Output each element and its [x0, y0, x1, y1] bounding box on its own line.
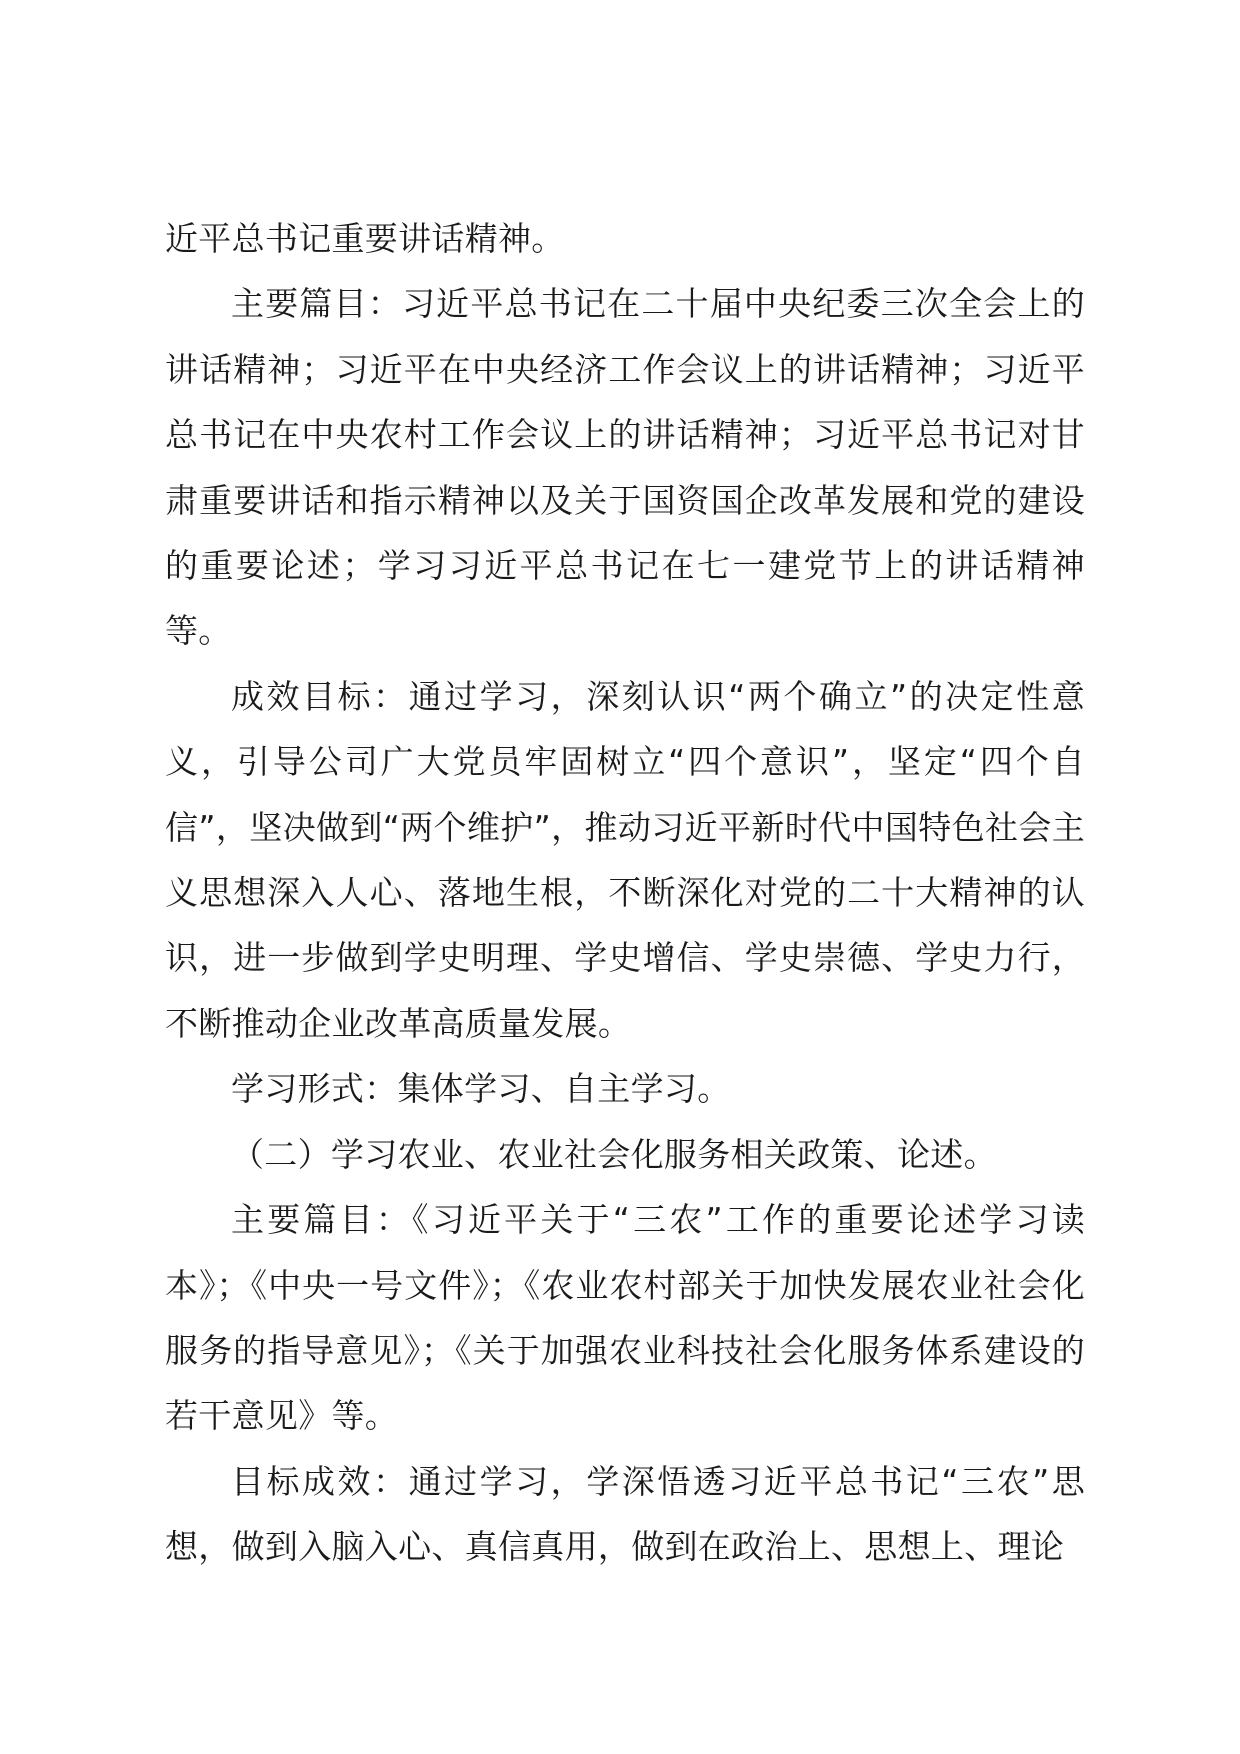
- paragraph-continuation: 近平总书记重要讲话精神。: [165, 219, 565, 258]
- body-text: [165, 206, 1085, 1580]
- paragraph-goals-1: 成效目标：通过学习，深刻认识“两个确立”的决定性意义，引导公司广大党员牢固树立“四个意识”，坚定“四个自信”，坚决做到“两个维护”，推动习近平新时代中国特色社会主义思想深入人心、落地生根，不断深化对党的二十大精神的认识，进一步做到学史明理、学史增信、学史崇德、学史力行，不断推动企业改革高质量发展。: [165, 676, 1085, 1043]
- section-heading-2: （二）学习农业、农业社会化服务相关政策、论述。: [231, 1134, 997, 1174]
- paragraph-study-format: 学习形式：集体学习、自主学习。: [231, 1069, 731, 1109]
- paragraph-main-articles-2: 主要篇目：《习近平关于“三农”工作的重要论述学习读本》；《中央一号文件》；《农业农村部关于加快发展农业社会化服务的指导意见》；《关于加强农业科技社会化服务体系建设的若干意见》等。: [165, 1200, 1085, 1436]
- paragraph-goals-2: 目标成效：通过学习，学深悟透习近平总书记“三农”思想，做到入脑入心、真信真用，做到在政治上、思想上、理论: [165, 1461, 1085, 1567]
- paragraph-main-articles-1: 主要篇目：习近平总书记在二十届中央纪委三次全会上的讲话精神；习近平在中央经济工作会议上的讲话精神；习近平总书记在中央农村工作会议上的讲话精神；习近平总书记对甘肃重要讲话和指示精神以及关于国资国企改革发展和党的建设的重要论述；学习习近平总书记在七一建党节上的讲话精神等。: [165, 284, 1085, 651]
